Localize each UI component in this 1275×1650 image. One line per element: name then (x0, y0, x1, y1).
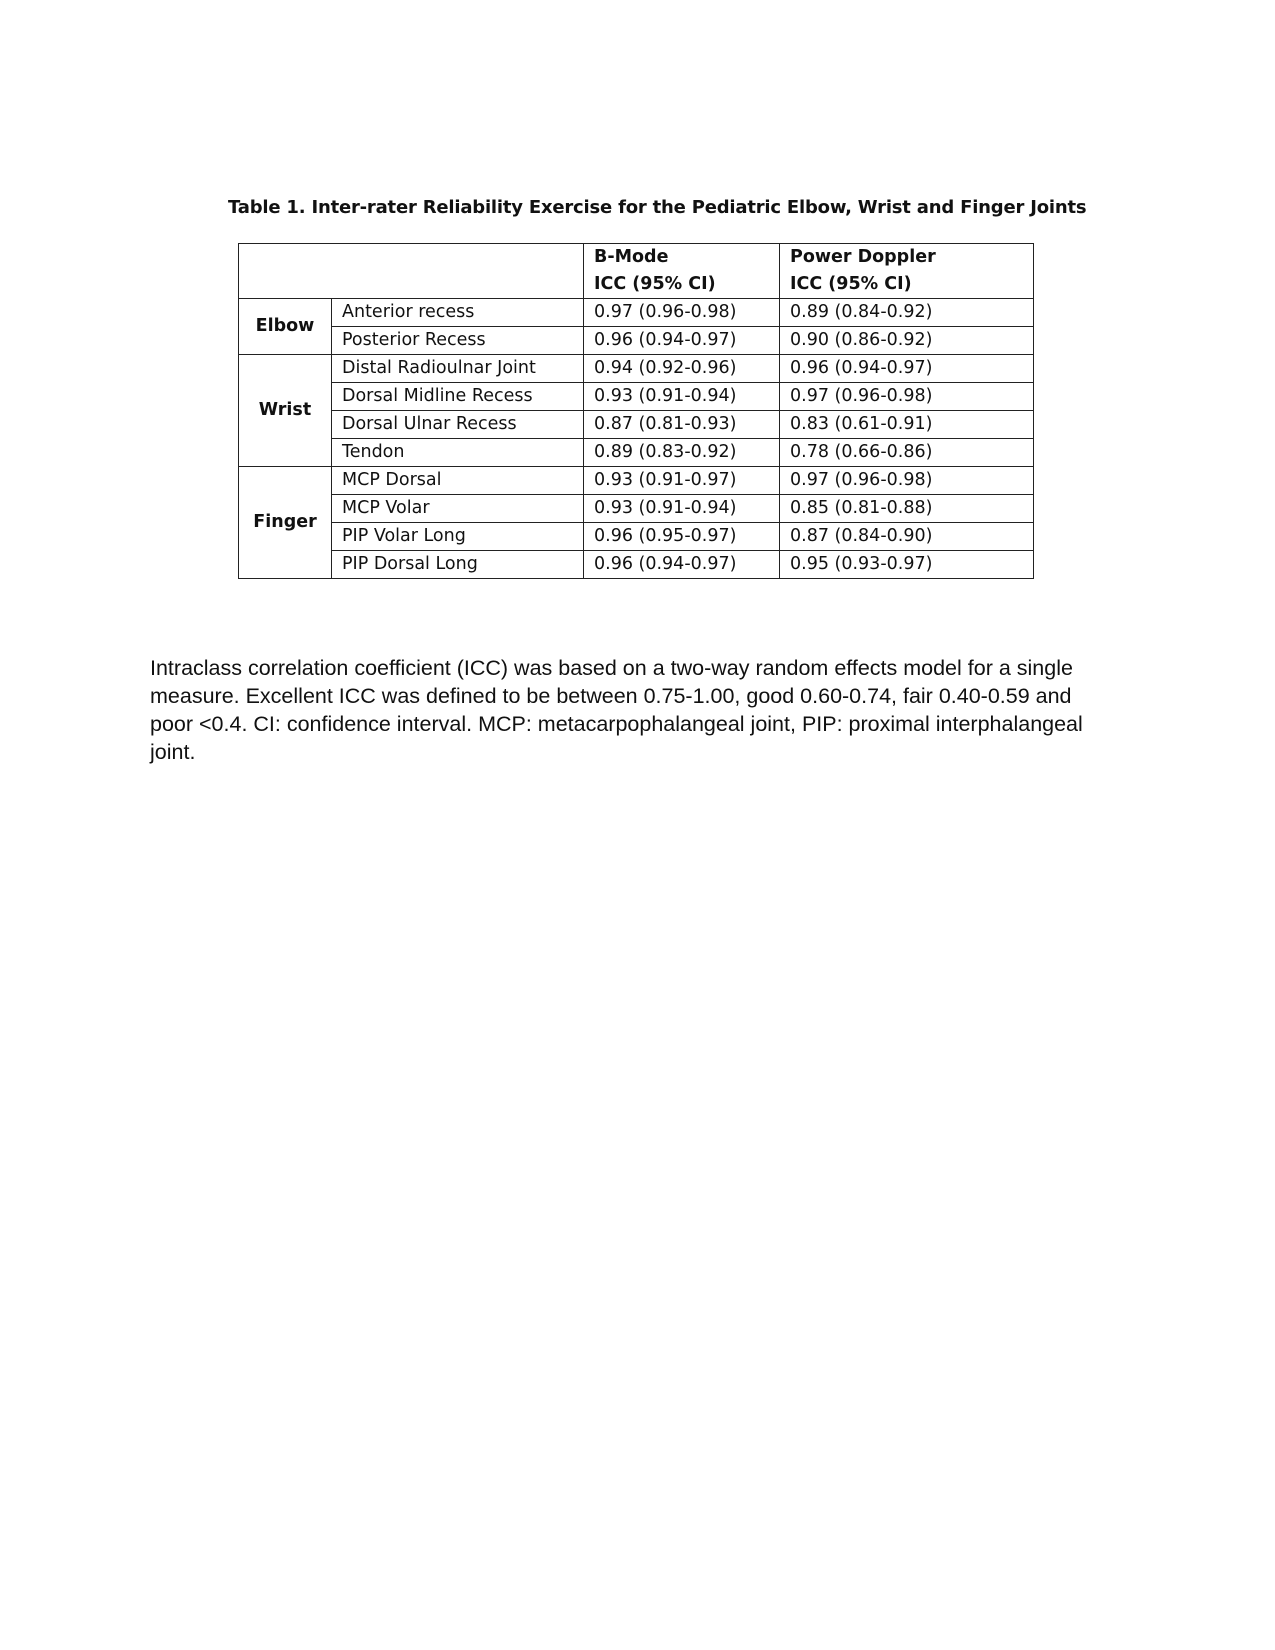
header-empty-cell (239, 244, 584, 299)
power-doppler-cell: 0.97 (0.96-0.98) (780, 383, 1034, 411)
bmode-cell: 0.96 (0.95-0.97) (584, 523, 780, 551)
table-row (239, 439, 1034, 467)
header-pd-line2: ICC (95% CI) (790, 274, 912, 294)
power-doppler-cell: 0.85 (0.81-0.88) (780, 495, 1034, 523)
header-row (239, 244, 1034, 299)
site-cell: PIP Volar Long (332, 523, 584, 551)
icc-table (238, 243, 1034, 579)
table-row (239, 495, 1034, 523)
power-doppler-cell: 0.89 (0.84-0.92) (780, 299, 1034, 327)
power-doppler-cell: 0.78 (0.66-0.86) (780, 439, 1034, 467)
header-bmode-line2: ICC (95% CI) (594, 274, 716, 294)
site-cell: Anterior recess (332, 299, 584, 327)
site-cell: Tendon (332, 439, 584, 467)
site-cell: Dorsal Ulnar Recess (332, 411, 584, 439)
table-row (239, 299, 1034, 327)
table-row (239, 551, 1034, 579)
power-doppler-cell: 0.96 (0.94-0.97) (780, 355, 1034, 383)
group-elbow: Elbow (239, 299, 332, 355)
table-row (239, 355, 1034, 383)
header-bmode-line1: B-Mode (594, 247, 669, 267)
group-wrist: Wrist (239, 355, 332, 467)
power-doppler-cell: 0.97 (0.96-0.98) (780, 467, 1034, 495)
site-cell: Distal Radioulnar Joint (332, 355, 584, 383)
power-doppler-cell: 0.95 (0.93-0.97) (780, 551, 1034, 579)
bmode-cell: 0.94 (0.92-0.96) (584, 355, 780, 383)
bmode-cell: 0.96 (0.94-0.97) (584, 551, 780, 579)
header-pd-line1: Power Doppler (790, 247, 936, 267)
bmode-cell: 0.96 (0.94-0.97) (584, 327, 780, 355)
table-title: Table 1. Inter-rater Reliability Exercise for the Pediatric Elbow, Wrist and Finger Joints (228, 197, 1087, 218)
power-doppler-cell: 0.87 (0.84-0.90) (780, 523, 1034, 551)
bmode-cell: 0.89 (0.83-0.92) (584, 439, 780, 467)
site-cell: Posterior Recess (332, 327, 584, 355)
bmode-cell: 0.93 (0.91-0.97) (584, 467, 780, 495)
table-row (239, 467, 1034, 495)
bmode-cell: 0.93 (0.91-0.94) (584, 383, 780, 411)
power-doppler-cell: 0.90 (0.86-0.92) (780, 327, 1034, 355)
site-cell: PIP Dorsal Long (332, 551, 584, 579)
header-power-doppler (780, 244, 1034, 299)
bmode-cell: 0.97 (0.96-0.98) (584, 299, 780, 327)
table-row (239, 383, 1034, 411)
table-row (239, 523, 1034, 551)
table-footnote: Intraclass correlation coefficient (ICC) was based on a two-way random effects model for a single measure. Excellent ICC was defined to be between 0.75-1.00, good 0.60-0.74, fair 0.40-0.59 and poor <0.4. CI: confidence interval. MCP: metacarpophalangeal joint, PIP: proximal interphalangeal joint. (150, 655, 1083, 764)
table-row (239, 327, 1034, 355)
header-bmode (584, 244, 780, 299)
site-cell: MCP Dorsal (332, 467, 584, 495)
site-cell: Dorsal Midline Recess (332, 383, 584, 411)
table-row (239, 411, 1034, 439)
bmode-cell: 0.93 (0.91-0.94) (584, 495, 780, 523)
group-finger: Finger (239, 467, 332, 579)
power-doppler-cell: 0.83 (0.61-0.91) (780, 411, 1034, 439)
site-cell: MCP Volar (332, 495, 584, 523)
bmode-cell: 0.87 (0.81-0.93) (584, 411, 780, 439)
